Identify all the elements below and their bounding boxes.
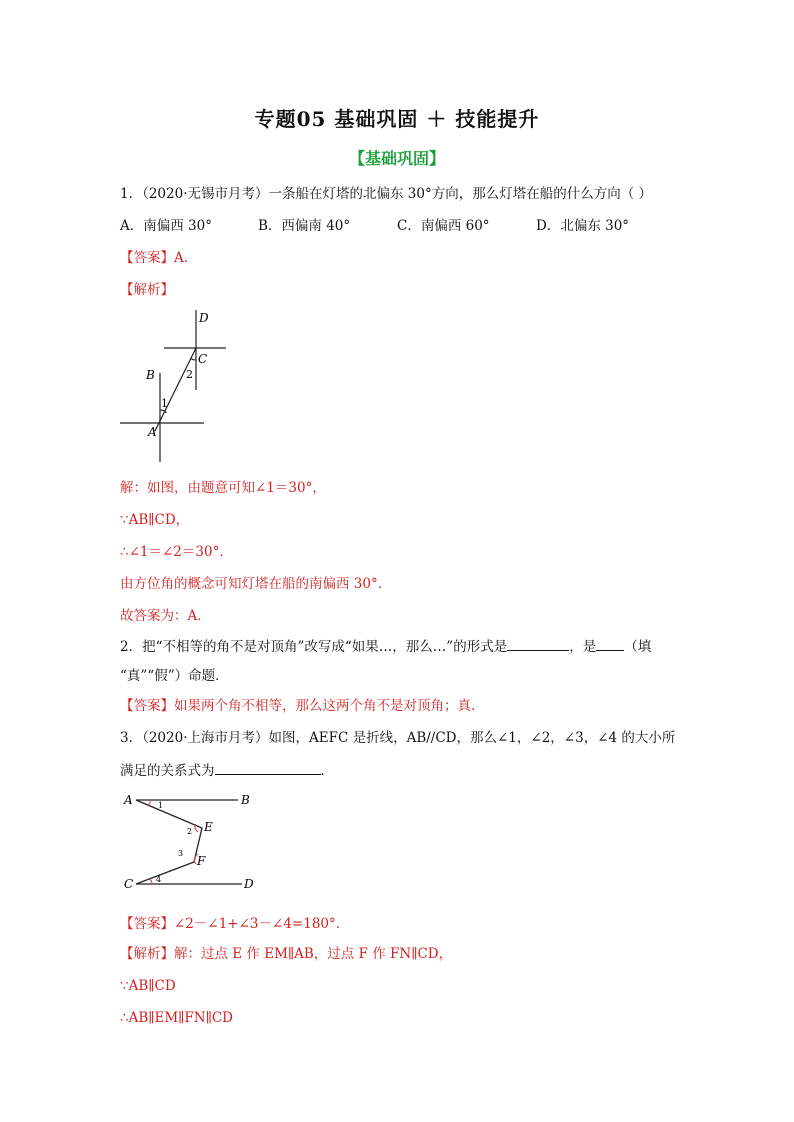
q3-stem-line1: 3．（2020·上海市月考）如图，AEFC 是折线，AB//CD，那么∠1，∠2，∠3，∠4 的大小所	[120, 730, 676, 746]
q2-stem-c: （填	[624, 639, 652, 655]
fig3-angle-3: 3	[178, 849, 184, 858]
fig3-label-a: A	[124, 793, 133, 807]
q3-answer: 【答案】∠2－∠1+∠3－∠4=180°.	[120, 916, 341, 932]
q3-stem-text: 满足的关系式为	[120, 763, 215, 779]
fig1-label-c: C	[198, 352, 208, 366]
page-title: 专题05 基础巩固 ＋ 技能提升	[254, 107, 540, 131]
fig1-label-d: D	[199, 311, 209, 325]
fig1-angle-2: 2	[186, 368, 193, 381]
fig1-label-b: B	[146, 368, 155, 382]
fig3-label-e: E	[204, 820, 213, 834]
q1-figure	[110, 306, 240, 468]
q2-stem-b: ，是	[569, 639, 597, 655]
q2-stem	[120, 636, 651, 657]
q3-stem-line2	[120, 760, 334, 781]
q1-solution-1: 解：如图，由题意可知∠1＝30°，	[120, 480, 326, 496]
fig3-angle-4: 4	[156, 875, 162, 884]
q3-blank[interactable]	[215, 760, 321, 775]
q2-stem-line2: “真”“假”）命题．	[120, 668, 229, 684]
fig3-label-c: C	[124, 877, 134, 891]
q3-figure	[116, 788, 266, 894]
q1-analysis-heading: 【解析】	[120, 282, 174, 298]
fig1-angle-1: 1	[161, 397, 168, 410]
q2-blank-1[interactable]	[507, 636, 569, 651]
q1-option-d: D．北偏东 30°	[536, 218, 630, 234]
q3-line-2: ∴AB∥EM∥FN∥CD	[120, 1010, 233, 1026]
q3-stem-end: ．	[320, 763, 334, 779]
q1-option-c: C．南偏西 60°	[397, 218, 490, 234]
q1-solution-2: ∵AB∥CD，	[120, 512, 190, 528]
q1-stem: 1．（2020·无锡市月考）一条船在灯塔的北偏东 30°方向，那么灯塔在船的什么方向（ ）	[120, 186, 652, 202]
fig3-label-b: B	[241, 793, 250, 807]
q1-answer: 【答案】A.	[120, 250, 189, 266]
q1-solution-5: 故答案为：A．	[120, 608, 211, 624]
q3-line-1: ∵AB∥CD	[120, 978, 176, 994]
q1-solution-3: ∴∠1＝∠2＝30°．	[120, 544, 233, 560]
q1-solution-4: 由方位角的概念可知灯塔在船的南偏西 30°．	[120, 576, 392, 592]
fig3-angle-2: 2	[187, 827, 193, 836]
q2-stem-a: 2．把“不相等的角不是对顶角”改写成“如果…，那么…”的形式是	[120, 639, 508, 655]
section-heading: 【基础巩固】	[348, 149, 445, 168]
q2-blank-2[interactable]	[596, 636, 624, 651]
q1-options	[120, 216, 680, 236]
fig3-angle-1: 1	[158, 801, 164, 810]
q1-option-b: B．西偏南 40°	[258, 218, 351, 234]
q2-answer: 【答案】如果两个角不相等，那么这两个角不是对顶角；真.	[120, 698, 476, 714]
q1-option-a: A．南偏西 30°	[120, 218, 212, 234]
fig1-label-a: A	[148, 425, 157, 439]
fig3-label-f: F	[197, 854, 206, 868]
fig3-label-d: D	[244, 877, 254, 891]
q3-analysis: 【解析】解：过点 E 作 EM∥AB，过点 F 作 FN∥CD，	[120, 946, 453, 962]
